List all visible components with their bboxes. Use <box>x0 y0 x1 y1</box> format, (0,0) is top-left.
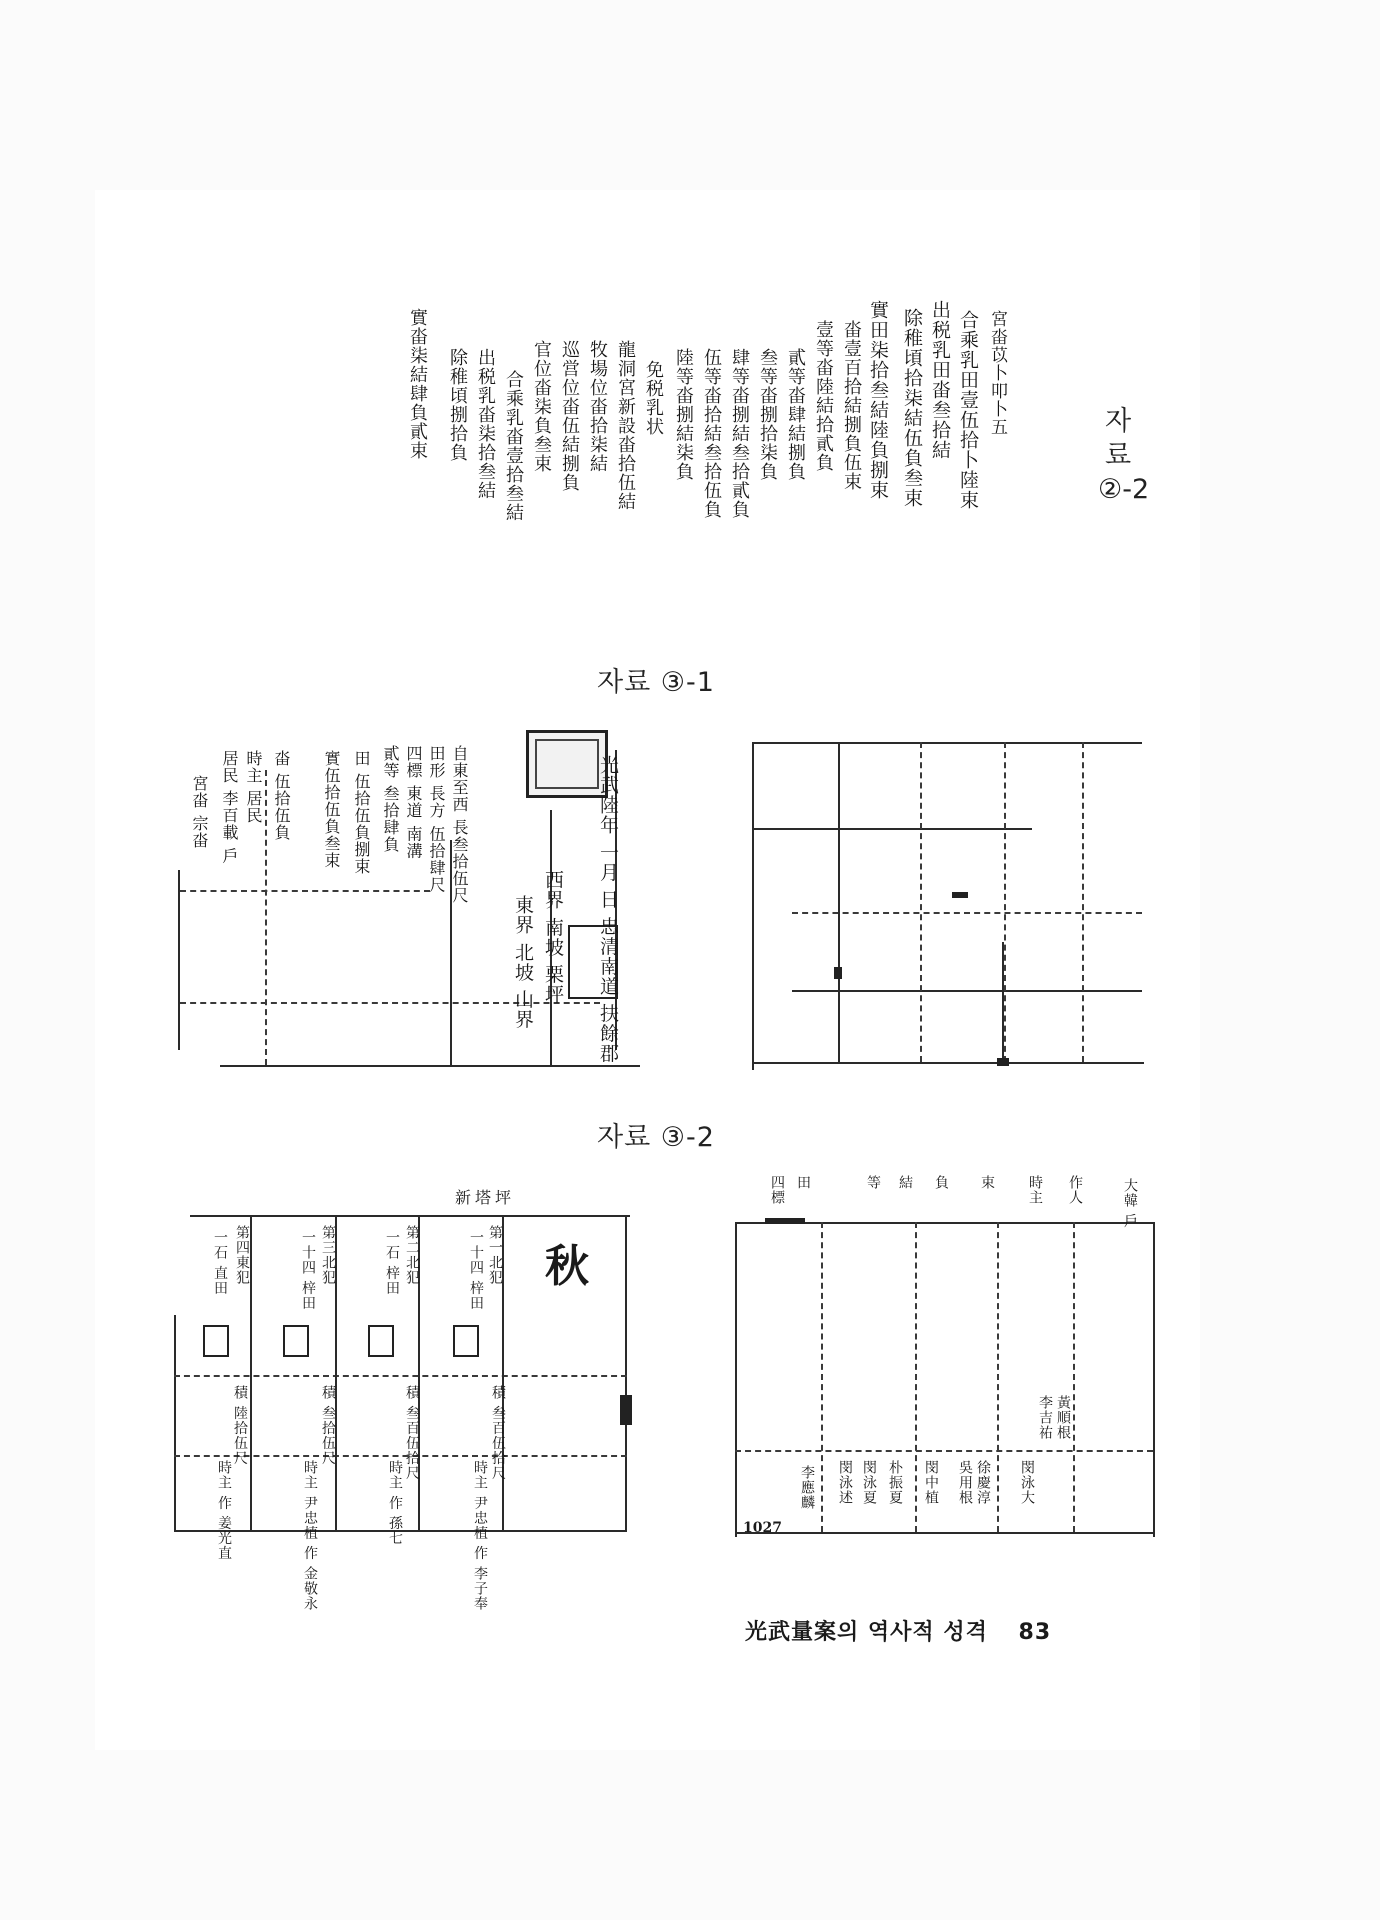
lot-area: 積 叁百伍拾尺 <box>404 1385 420 1481</box>
script-column: 肆等畓捌結叁拾貳負 <box>729 348 750 519</box>
script-column: 出税乳畓柒拾叁結 <box>475 348 496 500</box>
person-name: 黃順根 <box>1055 1395 1071 1440</box>
column-header: 田 <box>795 1175 811 1190</box>
seal-mark <box>453 1325 479 1357</box>
person-name: 閔泳夏 <box>861 1460 877 1505</box>
rule <box>178 870 180 1050</box>
person-name: 吳用根 <box>957 1460 973 1505</box>
caption-text: 자료 ②-2 <box>1098 406 1150 505</box>
doc-3-1-left <box>170 730 645 1070</box>
script-column: 居民 李百載 戶 <box>220 750 239 865</box>
ledger-number: 1027 <box>743 1520 782 1536</box>
lot-area: 積 陸拾伍尺 <box>232 1385 248 1466</box>
ink-mark <box>620 1395 632 1425</box>
script-column: 巡営位畓伍結捌負 <box>559 340 580 492</box>
person-name: 朴振夏 <box>887 1460 903 1505</box>
caption-doc-3-2: 자료 ③-2 <box>597 1122 715 1153</box>
script-column: 四標 東道 南溝 <box>404 745 423 860</box>
person-name: 閔泳述 <box>837 1460 853 1505</box>
script-column: 牧場位畓拾柒結 <box>587 340 608 473</box>
lot-sub: 一十四 梓田 <box>468 1230 484 1311</box>
lot-owner: 時主 作 孫七 <box>387 1460 403 1546</box>
lot-owner: 時主 尹忠植 作 金敬永 <box>302 1460 318 1612</box>
ink-mark <box>834 967 842 979</box>
doc-2-2-script <box>390 300 1010 660</box>
script-column: 時主 居民 <box>244 750 263 825</box>
script-column: 畓壹百拾結捌負伍束 <box>841 320 862 491</box>
page-number: 83 <box>1018 1620 1052 1645</box>
script-column: 免税乳状 <box>643 360 664 436</box>
ink-mark <box>765 1218 805 1224</box>
large-character: 秋 <box>545 1241 589 1292</box>
rule <box>625 1215 627 1530</box>
doc-3-1-right <box>752 742 1144 1072</box>
lot-heading: 第三北犯 <box>320 1225 336 1285</box>
ink-mark <box>952 892 968 898</box>
rule <box>997 1222 999 1532</box>
rule <box>735 1532 1155 1534</box>
household-label: 大韓 戶 <box>1122 1178 1138 1229</box>
seal-mark <box>203 1325 229 1357</box>
person-name: 閔泳大 <box>1019 1460 1035 1505</box>
rule <box>792 990 1142 992</box>
script-column: 畓 伍拾伍負 <box>272 750 291 842</box>
column-header: 結 <box>897 1175 913 1190</box>
script-column: 貳等畓肆結捌負 <box>785 348 806 481</box>
script-column: 宮畓苡卜叩卜五 <box>987 310 1007 436</box>
script-column: 田 伍拾伍負捌束 <box>352 750 371 876</box>
script-column: 合乘乳田壹伍拾卜陸束 <box>957 310 979 510</box>
lot-sub: 一十四 梓田 <box>300 1230 316 1311</box>
rule <box>174 1375 627 1377</box>
rule <box>1153 1222 1155 1537</box>
boundary-text: 西界 南坡 栗坪 <box>542 870 564 1005</box>
rule <box>792 912 1142 914</box>
footer-title: 光武量案의 역사적 성격 <box>745 1620 988 1645</box>
script-column: 實田柒拾叁結陸負捌束 <box>867 300 889 500</box>
lot-area: 積 叁拾伍尺 <box>320 1385 336 1466</box>
script-column: 貳等 叁拾肆負 <box>381 745 400 854</box>
header-line: 光武陸年 一月 日 忠清南道 扶餘郡 <box>597 755 619 1064</box>
lot-heading: 第一北犯 <box>487 1225 503 1285</box>
rule <box>265 770 267 1065</box>
rule <box>920 742 922 1062</box>
boundary-text: 東界 北坡 山界 <box>512 895 534 1030</box>
rule <box>1082 742 1084 1062</box>
lot-owner: 時主 作 姜光直 <box>216 1460 232 1561</box>
rule <box>838 742 840 1062</box>
script-column: 實伍拾伍負叁束 <box>322 750 341 869</box>
seal-mark <box>283 1325 309 1357</box>
ledger-title: 新塔坪 <box>455 1188 516 1207</box>
rule <box>752 1062 1144 1064</box>
script-column: 宮畓 宗畓 <box>190 775 209 850</box>
doc-3-2-left <box>170 1185 640 1612</box>
person-name: 李吉祐 <box>1037 1395 1053 1440</box>
script-column: 出税乳田畓叁拾結 <box>929 300 951 460</box>
lot-sub: 一石 梓田 <box>384 1230 400 1296</box>
script-column: 除稚頃捌拾負 <box>447 348 468 462</box>
doc-3-2-right <box>735 1170 1175 1550</box>
running-footer <box>745 1615 1051 1646</box>
script-column: 叁等畓捌拾柒負 <box>757 348 778 481</box>
column-header: 束 <box>979 1175 995 1190</box>
rule <box>1073 1222 1075 1532</box>
script-column: 實畓柒結肆負貳束 <box>407 308 428 460</box>
ink-mark <box>997 1058 1009 1066</box>
rule <box>1002 942 1004 1062</box>
lot-heading: 第四東犯 <box>234 1225 250 1285</box>
person-name: 李應麟 <box>799 1465 815 1510</box>
script-column: 陸等畓捌結柒負 <box>673 348 694 481</box>
rule <box>174 1315 176 1530</box>
column-header: 四標 <box>769 1175 785 1205</box>
seal-mark <box>368 1325 394 1357</box>
rule <box>735 1450 1153 1452</box>
lot-owner: 時主 尹忠植 作 李子奉 <box>472 1460 488 1612</box>
script-column: 伍等畓拾結叁拾伍負 <box>701 348 722 519</box>
caption-doc-3-1: 자료 ③-1 <box>597 667 715 698</box>
caption-doc-2-2 <box>1098 405 1150 507</box>
person-name: 徐慶淳 <box>975 1460 991 1505</box>
rule <box>190 1215 630 1217</box>
lot-heading: 第二北犯 <box>404 1225 420 1285</box>
lot-sub: 一石 直田 <box>212 1230 228 1296</box>
rule <box>752 828 1032 830</box>
rule <box>735 1222 737 1537</box>
rule <box>752 742 754 1070</box>
column-header: 負 <box>933 1175 949 1190</box>
script-column: 自東至西 長叁拾伍尺 <box>450 745 469 905</box>
script-column: 龍洞宮新設畓拾伍結 <box>615 340 636 511</box>
column-header: 時主 <box>1027 1175 1043 1205</box>
column-header: 等 <box>865 1175 881 1190</box>
person-name: 閔中植 <box>923 1460 939 1505</box>
lot-area: 積 叁百伍拾尺 <box>490 1385 506 1481</box>
rule <box>1004 742 1006 1062</box>
rule <box>220 1065 640 1067</box>
rule <box>180 1002 600 1004</box>
rule <box>180 890 430 892</box>
script-column: 官位畓柒負叁束 <box>531 340 552 473</box>
script-column: 除稚頃拾柒結伍負叁束 <box>901 308 923 508</box>
column-header: 作人 <box>1067 1175 1083 1205</box>
script-column: 壹等畓陸結拾貳負 <box>813 320 834 472</box>
script-column: 田形 長方 伍拾肆尺 <box>427 745 446 894</box>
rule <box>821 1222 823 1532</box>
rule <box>915 1222 917 1532</box>
script-column: 合乘乳畓壹拾叁結 <box>503 370 524 522</box>
